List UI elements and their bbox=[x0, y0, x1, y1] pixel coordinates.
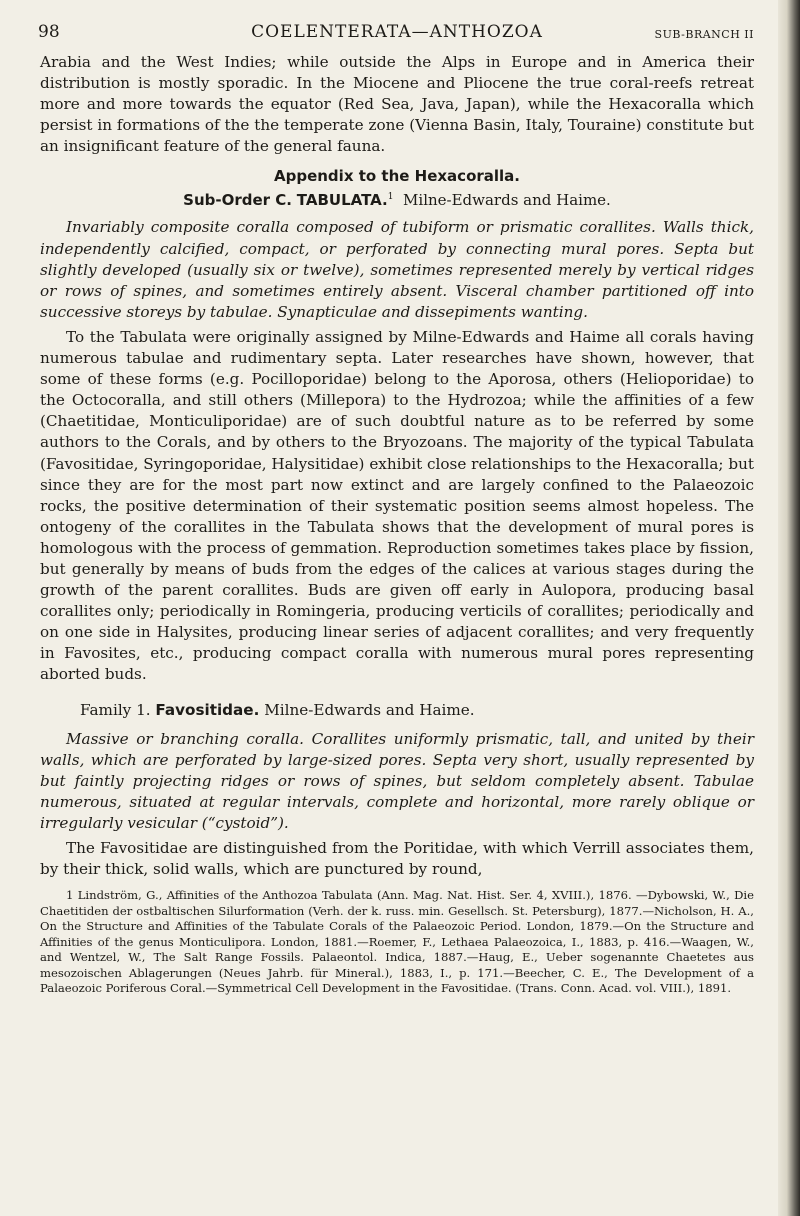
page-number: 98 bbox=[38, 22, 60, 42]
footnote-marker: 1 bbox=[387, 192, 394, 203]
body-paragraph: To the Tabulata were originally assigned by Milne-Edwards and Haime all corals having numerous tabulae and rudimentary septa. Later researches have shown, however, that some of these forms (e.g. Pocilloporidae) belong to the Aporosa, others (Helioporidae) to the Octocoralla, and still others (Millepora) to the Hydrozoa; while the affinities of a few (Chaetitidae, Monticuliporidae) are of such doubtful nature as to be referred by some authors to the Corals, and by others to the Bryozoans. The majority of the typical Tabulata (Favositidae, Syringoporidae, Halysitidae) exhibit close relationships to the Hexacoralla; but since they are for the most part now extinct and are largely confined to the Palaeozoic rocks, the positive determination of their systematic position seems almost hopeless. The ontogeny of the corallites in the Tabulata shows that the development of mural pores is homologous with the process of gemmation. Reproduction sometimes takes place by fission, but generally by means of buds from the edges of the calices at various stages during the growth of the parent corallites. Buds are given off early in Aulopora, producing basal corallites only; periodically in Romingeria, producing verticils of corallites; periodically and on one side in Halysites, producing linear series of adjacent corallites; and very frequently in Favosites, etc., producing compact coralla with numerous mural pores representing aborted buds. bbox=[40, 327, 754, 684]
family-diagnosis: Massive or branching coralla. Corallites uniformly prismatic, tall, and united by their walls, which are perforated by large-sized pores. Septa very short, usually represented by but faintly projecting ridges or rows of spines, but seldom completely absent. Tabulae numerous, situated at regular intervals, complete and horizontal, more rarely oblique or irregularly vesicular (“cystoid”). bbox=[40, 729, 754, 832]
footnote-text: 1 Lindström, G., Affinities of the Anthozoa Tabulata (Ann. Mag. Nat. Hist. Ser. 4, XVIII.), 1876. —Dybowski, W., Die Chaetitiden der ostbaltischen Silurformation (Verh. der k. russ. min. Gesellsch. St. Petersburg), 1877.—Nicholson, H. A., On the Structure and Affinities of the Tabulate Corals of the Palaeozoic Period. London, 1879.—On the Structure and Affinities of the genus Monticulipora. London, 1881.—Roemer, F., Lethaea Palaeozoica, I., 1883, p. 416.—Waagen, W., and Wentzel, W., The Salt Range Fossils. Palaeontol. Indica, 1887.—Haug, E., Ueber sogenannte Chaetetes aus mesozoischen Ablagerungen (Neues Jahrb. für Mineral.), 1883, I., p. 171.—Beecher, C. E., The Development of a Palaeozoic Poriferous Coral.—Symmetrical Cell Development in the Favositidae. (Trans. Conn. Acad. vol. VIII.), 1891. bbox=[40, 888, 754, 996]
footnotes bbox=[40, 888, 754, 997]
page-edge-shadow bbox=[778, 0, 800, 1216]
section-label: SUB-BRANCH II bbox=[654, 28, 754, 41]
family-heading bbox=[40, 700, 754, 721]
appendix-heading: Appendix to the Hexacoralla. bbox=[274, 167, 520, 186]
running-header bbox=[40, 22, 754, 52]
book-page bbox=[40, 22, 754, 997]
suborder-label: Sub-Order C. bbox=[183, 191, 293, 210]
family-label: Family 1. bbox=[80, 700, 151, 719]
family-authors: Milne-Edwards and Haime. bbox=[264, 700, 475, 719]
family-name: Favositidae. bbox=[155, 700, 260, 719]
last-paragraph: The Favositidae are distinguished from the Poritidae, with which Verrill associates them, by their thick, solid walls, which are punctured by round, bbox=[40, 839, 754, 879]
suborder-heading bbox=[40, 191, 754, 209]
suborder-authors: Milne-Edwards and Haime. bbox=[403, 191, 611, 210]
intro-paragraph: Arabia and the West Indies; while outside the Alps in Europe and in America their distribution is mostly sporadic. In the Miocene and Pliocene the true coral-reefs retreat more and more towards the equator (Red Sea, Java, Japan), while the Hexacoralla which persist in formations of the the temperate zone (Vienna Basin, Italy, Touraine) constitute but an insignificant feature of the general fauna. bbox=[40, 53, 754, 156]
running-title: COELENTERATA—ANTHOZOA bbox=[251, 22, 543, 42]
suborder-diagnosis: Invariably composite coralla composed of tubiform or prismatic corallites. Walls thick, independently calcified, compact, or perforated by connecting mural pores. Septa but slightly developed (usually six or twelve), sometimes represented merely by vertical ridges or rows of spines, and sometimes entirely absent. Visceral chamber partitioned off into successive storeys by tabulae. Synapticulae and dissepiments wanting. bbox=[40, 218, 754, 321]
suborder-name: TABULATA. bbox=[296, 191, 388, 210]
